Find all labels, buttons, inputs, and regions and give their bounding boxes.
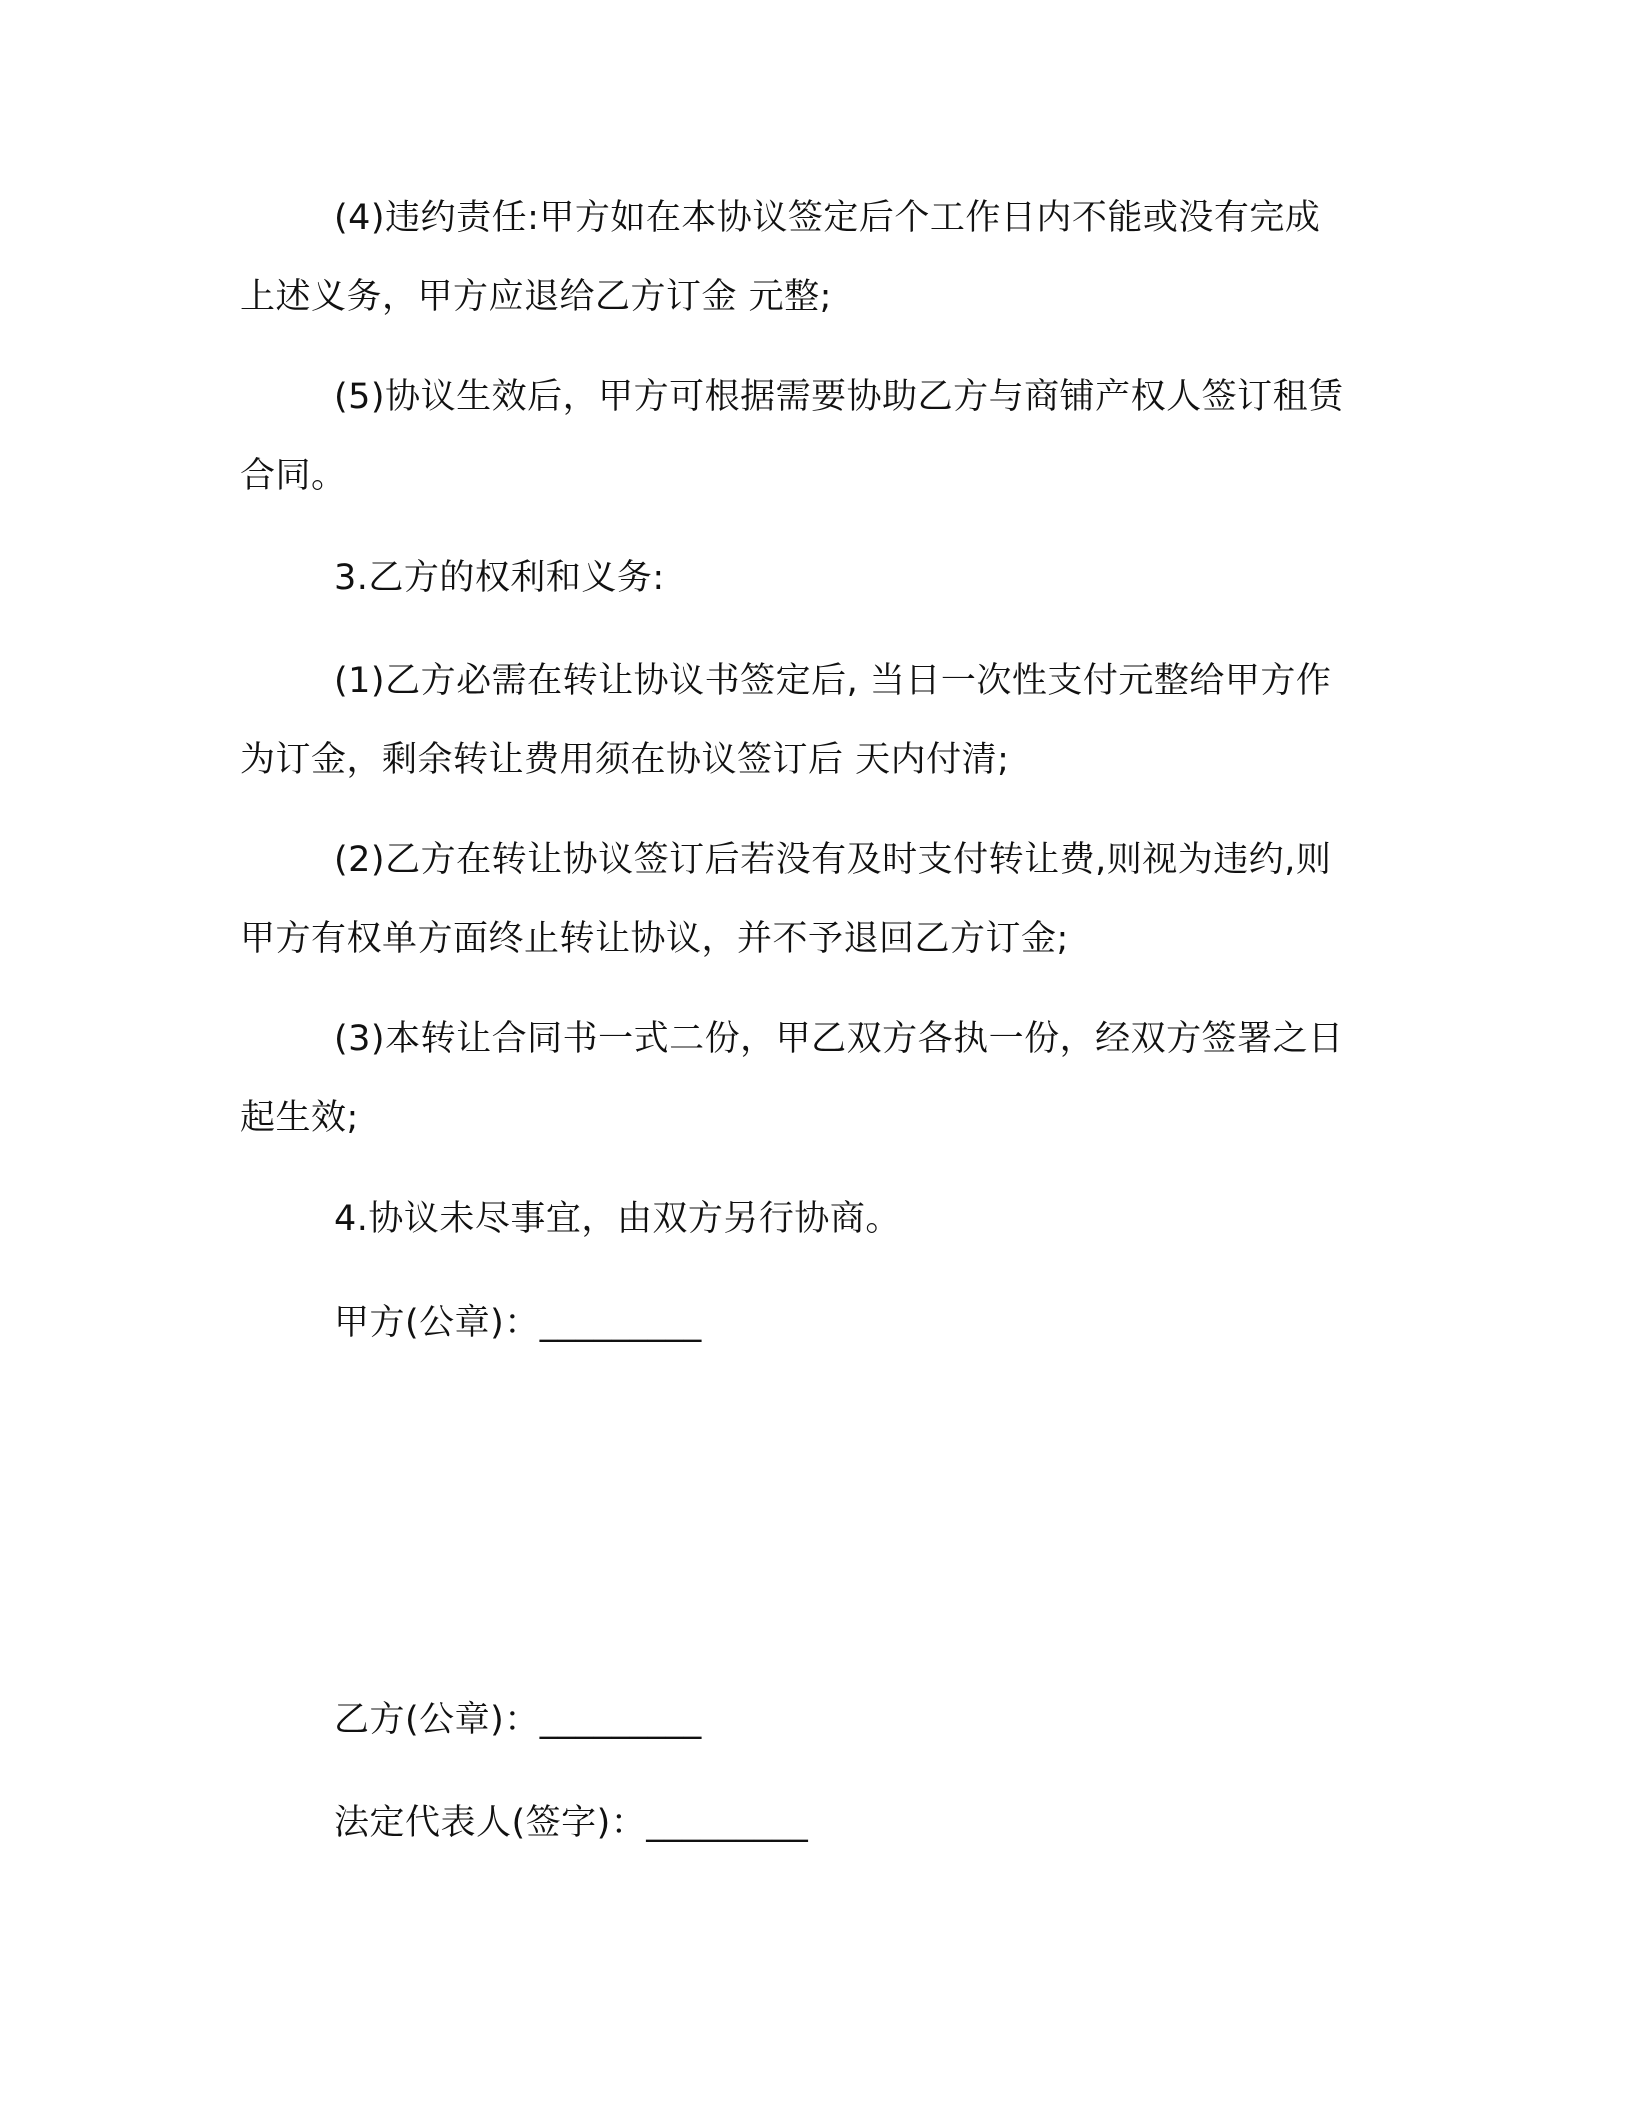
item-3-line-2: 起生效; (240, 1098, 359, 1138)
party-a-seal-line: 甲方(公章)：_________ (334, 1303, 702, 1343)
item-3-line-1: (3)本转让合同书一式二份，甲乙双方各执一份，经双方签署之日 (334, 1019, 1344, 1059)
paragraph-4-line-2: 上述义务，甲方应退给乙方订金 元整; (240, 277, 832, 317)
legal-representative-signature-line: 法定代表人(签字)：_________ (334, 1803, 809, 1843)
party-b-seal-line: 乙方(公章)：_________ (334, 1700, 702, 1740)
item-1-line-2: 为订金，剩余转让费用须在协议签订后 天内付清; (240, 740, 1010, 780)
item-2-line-2: 甲方有权单方面终止转让协议，并不予退回乙方订金; (240, 919, 1069, 959)
section-4-text: 4.协议未尽事宜，由双方另行协商。 (334, 1199, 901, 1239)
paragraph-5-line-1: (5)协议生效后，甲方可根据需要协助乙方与商铺产权人签订租赁 (334, 377, 1344, 417)
paragraph-5-line-2: 合同。 (240, 456, 347, 496)
item-2-line-1: (2)乙方在转让协议签订后若没有及时支付转让费,则视为违约,则 (334, 840, 1332, 880)
section-3-heading: 3.乙方的权利和义务: (334, 558, 665, 598)
paragraph-4-line-1: (4)违约责任:甲方如在本协议签定后个工作日内不能或没有完成 (334, 198, 1321, 238)
item-1-line-1: (1)乙方必需在转让协议书签定后, 当日一次性支付元整给甲方作 (334, 661, 1332, 701)
